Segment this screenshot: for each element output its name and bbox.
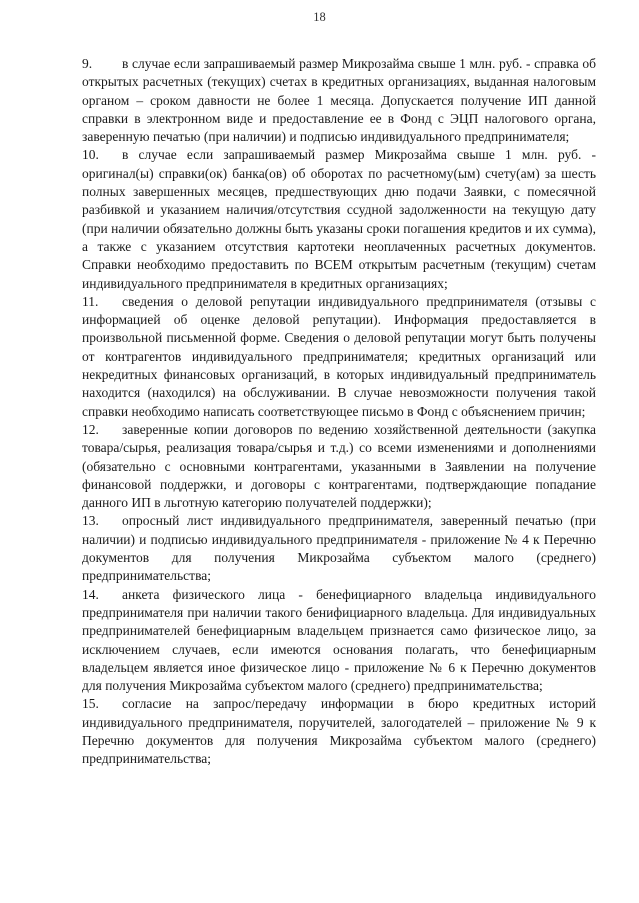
page-number: 18 <box>313 10 326 24</box>
item-text: анкета физического лица - бенефициарного владельца индивидуального предпринимателя при наличии такого бенифициарного владельца. Для индивидуальных предпринимателей бенефициарным владельцем признается само физическое лицо, за исключением случаев, если имеются основания полагать, что бенефициарным владельцем является иное физическое лицо - приложение № 6 к Перечню документов для получения Микрозайма субъектом малого (среднего) предпринимательства; <box>82 586 596 694</box>
item-number: 11. <box>82 293 99 309</box>
item-number: 13. <box>82 513 99 529</box>
list-item-13 <box>82 512 596 585</box>
item-text: в случае если запрашиваемый размер Микрозайма свыше 1 млн. руб. - оригинал(ы) справки(ок) банка(ов) об оборотах по расчетному(ым) счету(ам) за шесть полных завершенных месяцев, предшествующих дню подачи Заявки, с помесячной разбивкой и указанием наличия/отсутствия ссудной задолженности на текущую дату (при наличии обязательно должны быть указаны сроки погашения кредитов и их сумма), а также с указанием отсутствия картотеки неоплаченных расчетных документов. Справки необходимо предоставить по ВСЕМ открытым расчетным (текущим) счетам индивидуального предпринимателя в кредитных организациях; <box>82 147 596 291</box>
list-item-11 <box>82 293 596 421</box>
list-item-10 <box>82 146 596 292</box>
list-item-12 <box>82 421 596 512</box>
item-number: 15. <box>82 696 99 712</box>
document-body <box>82 55 596 769</box>
item-number: 10. <box>82 147 99 163</box>
item-text: согласие на запрос/передачу информации в бюро кредитных историй индивидуального предпринимателя, поручителей, залогодателей – приложение № 9 к Перечню документов для получения Микрозайма субъектом малого (среднего) предпринимательства; <box>82 696 596 767</box>
item-text: опросный лист индивидуального предпринимателя, заверенный печатью (при наличии) и подписью индивидуального предпринимателя - приложение № 4 к Перечню документов для получения Микрозайма субъектом малого (среднего) предпринимательства; <box>82 513 596 584</box>
item-number: 12. <box>82 421 99 437</box>
item-text: сведения о деловой репутации индивидуального предпринимателя (отзывы с информацией об оценке деловой репутации). Информация предоставляется в произвольной письменной форме. Сведения о деловой репутации могут быть получены от контрагентов индивидуального предпринимателя; кредитных организаций или некредитных финансовых организаций, в которых индивидуальный предприниматель находится (находился) на обслуживании. В случае невозможности получения такой справки необходимо написать соответствующее письмо в Фонд с объяснением причин; <box>82 293 596 419</box>
list-item-9 <box>82 55 596 146</box>
list-item-14 <box>82 586 596 696</box>
item-number: 14. <box>82 586 99 602</box>
item-text: заверенные копии договоров по ведению хозяйственной деятельности (закупка товара/сырья, реализация товара/сырья и т.д.) со всеми изменениями и дополнениями (обязательно с основными контрагентами, указанными в Заявлении на получение финансовой поддержки, и договоры с контрагентами, подтверждающие попадание данного ИП в льготную категорию получателей поддержки); <box>82 421 596 511</box>
list-item-15 <box>82 695 596 768</box>
item-text: в случае если запрашиваемый размер Микрозайма свыше 1 млн. руб. - справка об открытых расчетных (текущих) счетах в кредитных организациях, выданная налоговым органом – сроком давности не более 1 месяца. Допускается получение ИП данной справки в электронном виде и предоставление ее в Фонд с ЭЦП налогового органа, заверенную печатью (при наличии) и подписью индивидуального предпринимателя; <box>82 56 596 145</box>
item-number: 9. <box>82 56 93 71</box>
